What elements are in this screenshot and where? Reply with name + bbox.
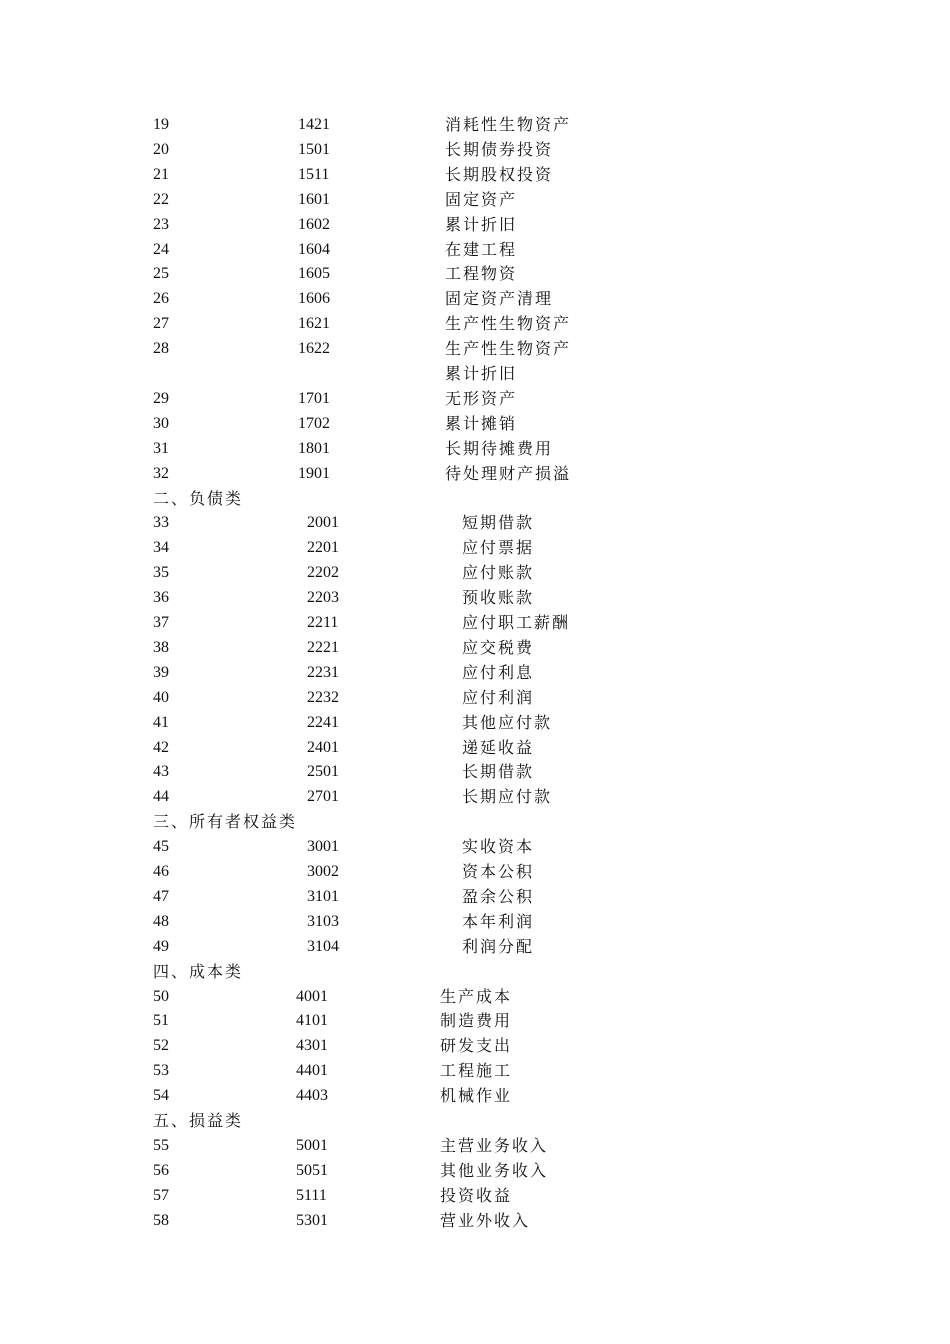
account-name: 递延收益 [462, 737, 535, 757]
account-name: 应付职工薪酬 [462, 613, 571, 632]
account-name: 累计折旧 [445, 214, 518, 234]
account-name: 应付利润 [462, 687, 535, 707]
account-row [0, 188, 950, 212]
account-name: 生产成本 [440, 986, 513, 1006]
row-number: 56 [153, 1161, 169, 1179]
account-code: 4001 [296, 987, 328, 1005]
row-number: 52 [153, 1037, 169, 1055]
row-number: 41 [153, 713, 169, 731]
account-code: 2501 [307, 763, 339, 781]
account-row [0, 711, 950, 735]
account-code: 1801 [298, 439, 330, 457]
row-number: 58 [153, 1211, 169, 1229]
account-code: 5051 [296, 1161, 328, 1179]
account-code: 1601 [298, 190, 330, 208]
row-number: 20 [153, 140, 169, 158]
account-name: 在建工程 [445, 239, 518, 259]
account-row [0, 113, 950, 137]
account-name: 长期债券投资 [445, 139, 554, 159]
account-name: 盈余公积 [462, 886, 535, 906]
account-code: 4101 [296, 1012, 328, 1030]
account-row [0, 1184, 950, 1208]
account-name: 本年利润 [462, 911, 535, 931]
account-name: 预收账款 [462, 588, 535, 608]
row-number: 44 [153, 788, 169, 806]
account-row [0, 138, 950, 162]
row-number: 30 [153, 414, 169, 432]
row-number: 32 [153, 464, 169, 482]
account-name: 累计折旧 [445, 364, 518, 383]
account-code: 2001 [307, 514, 339, 532]
row-number: 22 [153, 190, 169, 208]
account-row [0, 337, 950, 361]
account-code: 1901 [298, 464, 330, 482]
row-number: 45 [153, 838, 169, 856]
account-code: 1701 [298, 389, 330, 407]
row-number: 33 [153, 514, 169, 532]
account-name: 资本公积 [462, 862, 535, 881]
section-heading-line [0, 960, 950, 984]
account-code: 1606 [298, 290, 330, 308]
account-code: 3001 [307, 838, 339, 856]
account-code: 1511 [298, 165, 330, 183]
account-row [0, 835, 950, 859]
row-number: 49 [153, 937, 169, 955]
account-row [0, 760, 950, 784]
account-code: 1604 [298, 240, 330, 258]
row-number: 53 [153, 1062, 169, 1080]
section-heading-line [0, 1109, 950, 1133]
section-heading: 三、所有者权益类 [153, 812, 298, 832]
account-name: 长期股权投资 [445, 164, 554, 184]
account-code: 4401 [296, 1062, 328, 1080]
account-code: 2701 [307, 788, 339, 806]
account-code: 2241 [307, 713, 339, 731]
account-row [0, 287, 950, 311]
account-code: 5111 [296, 1186, 327, 1204]
section-heading: 二、负债类 [153, 488, 244, 508]
account-code: 3104 [307, 937, 339, 955]
account-code: 4301 [296, 1037, 328, 1055]
account-row [0, 686, 950, 710]
account-row [0, 1209, 950, 1233]
row-number: 29 [153, 389, 169, 407]
account-code: 1602 [298, 215, 330, 233]
row-number: 36 [153, 589, 169, 607]
account-name: 应付利息 [462, 662, 535, 682]
account-code: 2221 [307, 638, 339, 656]
account-name: 制造费用 [440, 1011, 513, 1031]
row-number: 47 [153, 887, 169, 905]
account-row [0, 312, 950, 336]
account-name: 其他业务收入 [440, 1160, 549, 1180]
account-name: 应付票据 [462, 538, 535, 558]
account-row [0, 985, 950, 1009]
account-row [0, 163, 950, 187]
account-code: 1605 [298, 265, 330, 283]
account-name: 消耗性生物资产 [445, 115, 572, 134]
account-name: 应付账款 [462, 563, 535, 583]
account-row [0, 1059, 950, 1083]
account-code: 1621 [298, 315, 330, 333]
account-name: 利润分配 [462, 936, 535, 956]
account-code: 1702 [298, 414, 330, 432]
row-number: 54 [153, 1087, 169, 1105]
account-code: 2211 [307, 614, 339, 631]
row-number: 35 [153, 564, 169, 582]
account-name: 应交税费 [462, 637, 535, 657]
account-row [0, 860, 950, 884]
row-number: 55 [153, 1136, 169, 1154]
account-name: 生产性生物资产 [445, 339, 572, 359]
account-name: 长期待摊费用 [445, 438, 554, 458]
account-row [0, 636, 950, 660]
account-row [0, 910, 950, 934]
account-row [0, 1134, 950, 1158]
account-code: 2201 [307, 539, 339, 557]
account-row [0, 1084, 950, 1108]
account-name: 营业外收入 [440, 1210, 531, 1230]
account-row [0, 412, 950, 436]
account-code: 3103 [307, 912, 339, 930]
account-row [0, 238, 950, 262]
account-name: 待处理财产损溢 [445, 463, 572, 483]
account-name: 工程物资 [445, 264, 518, 284]
account-code: 2232 [307, 688, 339, 706]
account-row [0, 661, 950, 685]
row-number: 46 [153, 863, 169, 880]
account-row [0, 736, 950, 760]
account-row [0, 1159, 950, 1183]
account-row [0, 536, 950, 560]
row-number: 21 [153, 165, 169, 183]
account-row [0, 213, 950, 237]
account-name: 无形资产 [445, 388, 518, 408]
row-number: 38 [153, 638, 169, 656]
row-number: 27 [153, 315, 169, 333]
account-row [0, 462, 950, 486]
account-row [0, 785, 950, 809]
account-name: 累计摊销 [445, 413, 518, 433]
row-number: 42 [153, 738, 169, 756]
row-number: 19 [153, 116, 169, 133]
account-row [0, 437, 950, 461]
account-code: 2203 [307, 589, 339, 607]
account-row [0, 1034, 950, 1058]
row-number: 40 [153, 688, 169, 706]
account-row [0, 885, 950, 909]
account-row [0, 262, 950, 286]
account-row [0, 387, 950, 411]
account-code: 3002 [307, 863, 339, 880]
account-code: 1501 [298, 140, 330, 158]
account-name: 短期借款 [462, 513, 535, 533]
account-name: 其他应付款 [462, 712, 553, 732]
account-row [0, 611, 950, 635]
account-name: 生产性生物资产 [445, 314, 572, 334]
account-code: 1622 [298, 340, 330, 358]
account-row [0, 935, 950, 959]
section-heading-line [0, 487, 950, 511]
section-heading: 五、损益类 [153, 1111, 244, 1130]
account-name: 投资收益 [440, 1185, 513, 1205]
account-row [0, 1009, 950, 1033]
account-name: 长期借款 [462, 762, 535, 782]
row-number: 25 [153, 265, 169, 283]
row-number: 28 [153, 340, 169, 358]
account-name: 工程施工 [440, 1061, 513, 1081]
row-number: 31 [153, 439, 169, 457]
account-name: 固定资产 [445, 189, 518, 209]
account-row [0, 561, 950, 585]
account-code: 2231 [307, 663, 339, 681]
account-row [0, 362, 950, 386]
account-row [0, 586, 950, 610]
account-code: 5001 [296, 1136, 328, 1154]
row-number: 23 [153, 215, 169, 233]
row-number: 26 [153, 290, 169, 308]
account-name: 实收资本 [462, 837, 535, 857]
account-name: 主营业务收入 [440, 1135, 549, 1155]
row-number: 37 [153, 614, 169, 631]
account-code: 2401 [307, 738, 339, 756]
row-number: 51 [153, 1012, 169, 1030]
account-row [0, 511, 950, 535]
account-name: 机械作业 [440, 1086, 513, 1106]
account-code: 3101 [307, 887, 339, 905]
row-number: 24 [153, 240, 169, 258]
account-code: 1421 [298, 116, 330, 133]
account-name: 研发支出 [440, 1036, 513, 1056]
row-number: 39 [153, 663, 169, 681]
account-name: 固定资产清理 [445, 289, 554, 309]
section-heading: 四、成本类 [153, 961, 244, 981]
row-number: 48 [153, 912, 169, 930]
account-name: 长期应付款 [462, 787, 553, 807]
row-number: 34 [153, 539, 169, 557]
row-number: 43 [153, 763, 169, 781]
section-heading-line [0, 810, 950, 834]
account-code: 4403 [296, 1087, 328, 1105]
row-number: 50 [153, 987, 169, 1005]
account-code: 5301 [296, 1211, 328, 1229]
row-number: 57 [153, 1186, 169, 1204]
account-code: 2202 [307, 564, 339, 582]
